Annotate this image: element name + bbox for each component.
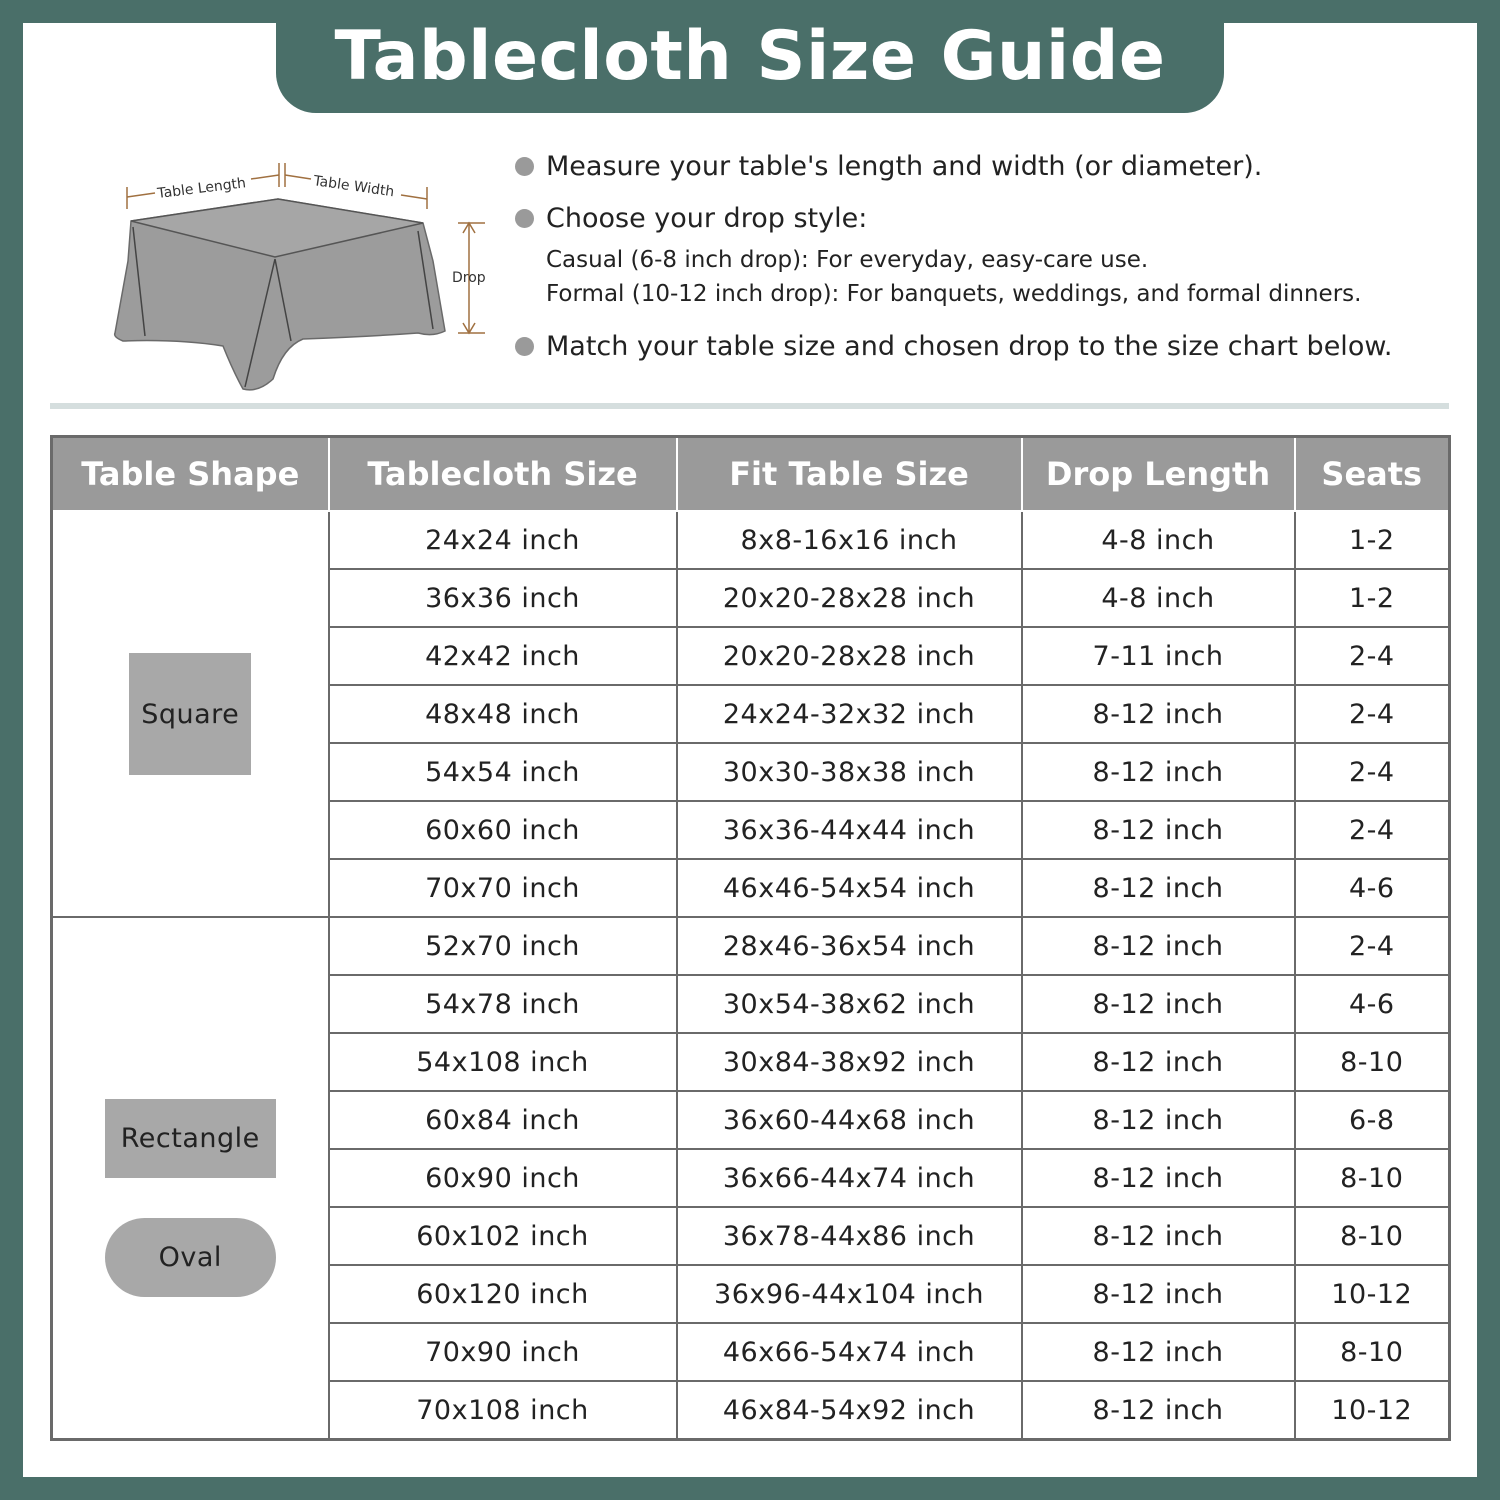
drop-length-cell: 8-12 inch xyxy=(1022,1091,1295,1149)
tablecloth-size-cell: 52x70 inch xyxy=(329,917,677,975)
bullet-dot xyxy=(515,337,534,356)
seats-cell: 4-6 xyxy=(1295,859,1450,917)
table-shape-cell xyxy=(52,511,329,917)
tablecloth-size-cell: 60x60 inch xyxy=(329,801,677,859)
tablecloth-size-cell: 48x48 inch xyxy=(329,685,677,743)
fit-table-size-cell: 36x66-44x74 inch xyxy=(677,1149,1022,1207)
drop-length-cell: 8-12 inch xyxy=(1022,743,1295,801)
tablecloth-size-cell: 60x102 inch xyxy=(329,1207,677,1265)
fit-table-size-cell: 8x8-16x16 inch xyxy=(677,511,1022,569)
drop-style-formal: Formal (10-12 inch drop): For banquets, weddings, and formal dinners. xyxy=(546,281,1362,307)
header-tablecloth-size: Tablecloth Size xyxy=(329,437,677,512)
fit-table-size-cell: 28x46-36x54 inch xyxy=(677,917,1022,975)
seats-cell: 8-10 xyxy=(1295,1323,1450,1381)
seats-cell: 10-12 xyxy=(1295,1381,1450,1440)
bullet-dot xyxy=(515,209,534,228)
tablecloth-size-cell: 70x70 inch xyxy=(329,859,677,917)
size-guide-sheet xyxy=(23,17,1477,1477)
drop-length-cell: 4-8 inch xyxy=(1022,511,1295,569)
drop-length-cell: 8-12 inch xyxy=(1022,975,1295,1033)
fit-table-size-cell: 30x30-38x38 inch xyxy=(677,743,1022,801)
table-shape-cell xyxy=(52,917,329,1440)
tablecloth-size-cell: 36x36 inch xyxy=(329,569,677,627)
fit-table-size-cell: 36x36-44x44 inch xyxy=(677,801,1022,859)
seats-cell: 10-12 xyxy=(1295,1265,1450,1323)
instruction-drop-style: Choose your drop style: xyxy=(515,203,867,234)
drop-length-cell: 8-12 inch xyxy=(1022,917,1295,975)
tablecloth-size-cell: 70x108 inch xyxy=(329,1381,677,1440)
size-chart-table xyxy=(50,435,1451,1441)
tablecloth-size-cell: 70x90 inch xyxy=(329,1323,677,1381)
header-fit-table-size: Fit Table Size xyxy=(677,437,1022,512)
seats-cell: 6-8 xyxy=(1295,1091,1450,1149)
instruction-match: Match your table size and chosen drop to the size chart below. xyxy=(515,331,1393,362)
header-seats: Seats xyxy=(1295,437,1450,512)
seats-cell: 2-4 xyxy=(1295,627,1450,685)
tablecloth-size-cell: 54x78 inch xyxy=(329,975,677,1033)
seats-cell: 8-10 xyxy=(1295,1207,1450,1265)
oval-shape-badge: Oval xyxy=(105,1218,276,1297)
seats-cell: 4-6 xyxy=(1295,975,1450,1033)
fit-table-size-cell: 36x60-44x68 inch xyxy=(677,1091,1022,1149)
instruction-measure: Measure your table's length and width (or diameter). xyxy=(515,151,1262,182)
tablecloth-size-cell: 42x42 inch xyxy=(329,627,677,685)
fit-table-size-cell: 30x84-38x92 inch xyxy=(677,1033,1022,1091)
drop-label: Drop xyxy=(452,270,486,286)
table-row xyxy=(52,511,1450,569)
length-label: Table Length xyxy=(156,175,247,202)
fit-table-size-cell: 20x20-28x28 inch xyxy=(677,627,1022,685)
drop-style-casual: Casual (6-8 inch drop): For everyday, easy-care use. xyxy=(546,247,1149,273)
drop-length-cell: 8-12 inch xyxy=(1022,859,1295,917)
drop-length-cell: 8-12 inch xyxy=(1022,1149,1295,1207)
fit-table-size-cell: 30x54-38x62 inch xyxy=(677,975,1022,1033)
rectangle-shape-badge: Rectangle xyxy=(105,1099,276,1178)
seats-cell: 1-2 xyxy=(1295,569,1450,627)
seats-cell: 8-10 xyxy=(1295,1033,1450,1091)
table-row xyxy=(52,917,1450,975)
tablecloth-size-cell: 24x24 inch xyxy=(329,511,677,569)
title-banner xyxy=(276,0,1224,113)
fit-table-size-cell: 46x46-54x54 inch xyxy=(677,859,1022,917)
header-drop-length: Drop Length xyxy=(1022,437,1295,512)
header-row xyxy=(52,437,1450,512)
tablecloth-size-cell: 54x54 inch xyxy=(329,743,677,801)
bullet-dot xyxy=(515,157,534,176)
drop-length-cell: 8-12 inch xyxy=(1022,1033,1295,1091)
drop-length-cell: 4-8 inch xyxy=(1022,569,1295,627)
drop-length-cell: 7-11 inch xyxy=(1022,627,1295,685)
drop-length-cell: 8-12 inch xyxy=(1022,1323,1295,1381)
tablecloth-size-cell: 60x84 inch xyxy=(329,1091,677,1149)
drop-length-cell: 8-12 inch xyxy=(1022,1207,1295,1265)
seats-cell: 2-4 xyxy=(1295,917,1450,975)
width-label: Table Width xyxy=(312,173,396,201)
tablecloth-size-cell: 60x120 inch xyxy=(329,1265,677,1323)
fit-table-size-cell: 46x66-54x74 inch xyxy=(677,1323,1022,1381)
drop-length-cell: 8-12 inch xyxy=(1022,1381,1295,1440)
drop-length-cell: 8-12 inch xyxy=(1022,1265,1295,1323)
seats-cell: 2-4 xyxy=(1295,685,1450,743)
drop-length-cell: 8-12 inch xyxy=(1022,685,1295,743)
drop-length-cell: 8-12 inch xyxy=(1022,801,1295,859)
page-title: Tablecloth Size Guide xyxy=(334,17,1166,96)
tablecloth-diagram xyxy=(83,141,503,401)
fit-table-size-cell: 36x96-44x104 inch xyxy=(677,1265,1022,1323)
seats-cell: 1-2 xyxy=(1295,511,1450,569)
seats-cell: 8-10 xyxy=(1295,1149,1450,1207)
fit-table-size-cell: 36x78-44x86 inch xyxy=(677,1207,1022,1265)
header-table-shape: Table Shape xyxy=(52,437,329,512)
tablecloth-size-cell: 60x90 inch xyxy=(329,1149,677,1207)
section-divider xyxy=(50,403,1449,409)
size-chart xyxy=(50,435,1450,1441)
seats-cell: 2-4 xyxy=(1295,801,1450,859)
fit-table-size-cell: 24x24-32x32 inch xyxy=(677,685,1022,743)
fit-table-size-cell: 20x20-28x28 inch xyxy=(677,569,1022,627)
fit-table-size-cell: 46x84-54x92 inch xyxy=(677,1381,1022,1440)
tablecloth-size-cell: 54x108 inch xyxy=(329,1033,677,1091)
seats-cell: 2-4 xyxy=(1295,743,1450,801)
square-shape-badge: Square xyxy=(129,653,251,775)
